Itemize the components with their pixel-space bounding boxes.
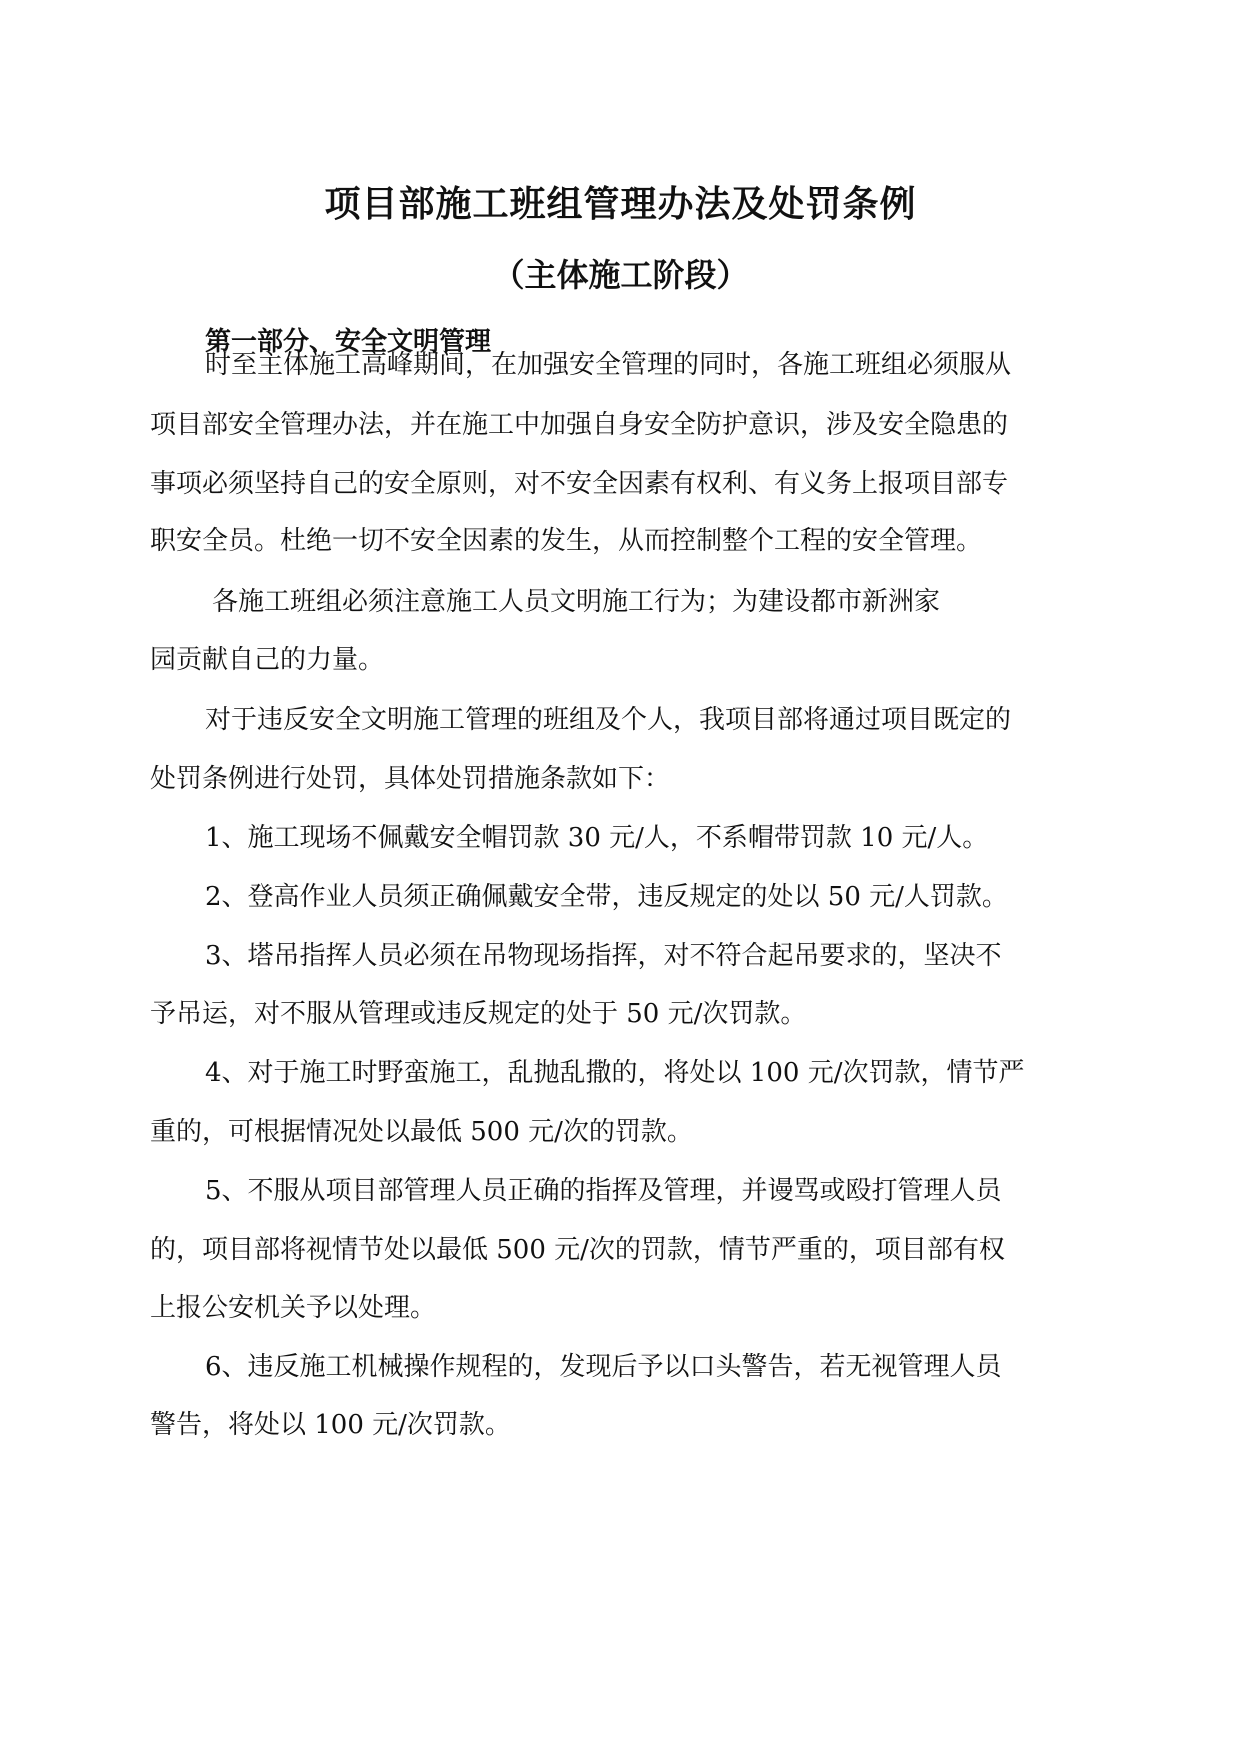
rule-item: 5、不服从项目部管理人员正确的指挥及管理，并谩骂或殴打管理人员: [205, 1176, 1002, 1206]
paragraph-line: 时至主体施工高峰期间，在加强安全管理的同时，各施工班组必须服从: [205, 350, 1012, 380]
paragraph-line: 园贡献自己的力量。: [150, 645, 385, 675]
paragraph-line: 处罚条例进行处罚，具体处罚措施条款如下：: [150, 764, 671, 794]
rule-item: 4、对于施工时野蛮施工，乱抛乱撒的，将处以 100 元/次罚款，情节严: [205, 1058, 1025, 1088]
rule-item-continuation: 重的，可根据情况处以最低 500 元/次的罚款。: [150, 1117, 693, 1147]
paragraph-line: 各施工班组必须注意施工人员文明施工行为；为建设都市新洲家: [212, 587, 941, 617]
paragraph-line: 事项必须坚持自己的安全原则，对不安全因素有权利、有义务上报项目部专: [150, 469, 1009, 499]
rule-item: 6、违反施工机械操作规程的，发现后予以口头警告，若无视管理人员: [205, 1352, 1002, 1382]
section-heading: 第一部分、安全文明管理: [205, 327, 492, 357]
document-title: 项目部施工班组管理办法及处罚条例: [324, 184, 917, 225]
rule-item-continuation: 警告，将处以 100 元/次罚款。: [150, 1410, 511, 1440]
paragraph-line: 对于违反安全文明施工管理的班组及个人，我项目部将通过项目既定的: [205, 705, 1012, 735]
rule-item-continuation: 上报公安机关予以处理。: [150, 1293, 437, 1323]
rule-item-continuation: 的，项目部将视情节处以最低 500 元/次的罚款，情节严重的，项目部有权: [150, 1235, 1005, 1265]
rule-item: 2、登高作业人员须正确佩戴安全带，违反规定的处以 50 元/人罚款。: [205, 882, 1008, 912]
paragraph-line: 职安全员。杜绝一切不安全因素的发生，从而控制整个工程的安全管理。: [150, 526, 983, 556]
paragraph-line: 项目部安全管理办法，并在施工中加强自身安全防护意识，涉及安全隐患的: [150, 410, 1009, 440]
rule-item: 1、施工现场不佩戴安全帽罚款 30 元/人，不系帽带罚款 10 元/人。: [205, 823, 989, 853]
rule-item: 3、塔吊指挥人员必须在吊物现场指挥，对不符合起吊要求的，坚决不: [205, 941, 1002, 971]
document-subtitle: （主体施工阶段）: [492, 256, 749, 294]
rule-item-continuation: 予吊运，对不服从管理或违反规定的处于 50 元/次罚款。: [150, 999, 807, 1029]
